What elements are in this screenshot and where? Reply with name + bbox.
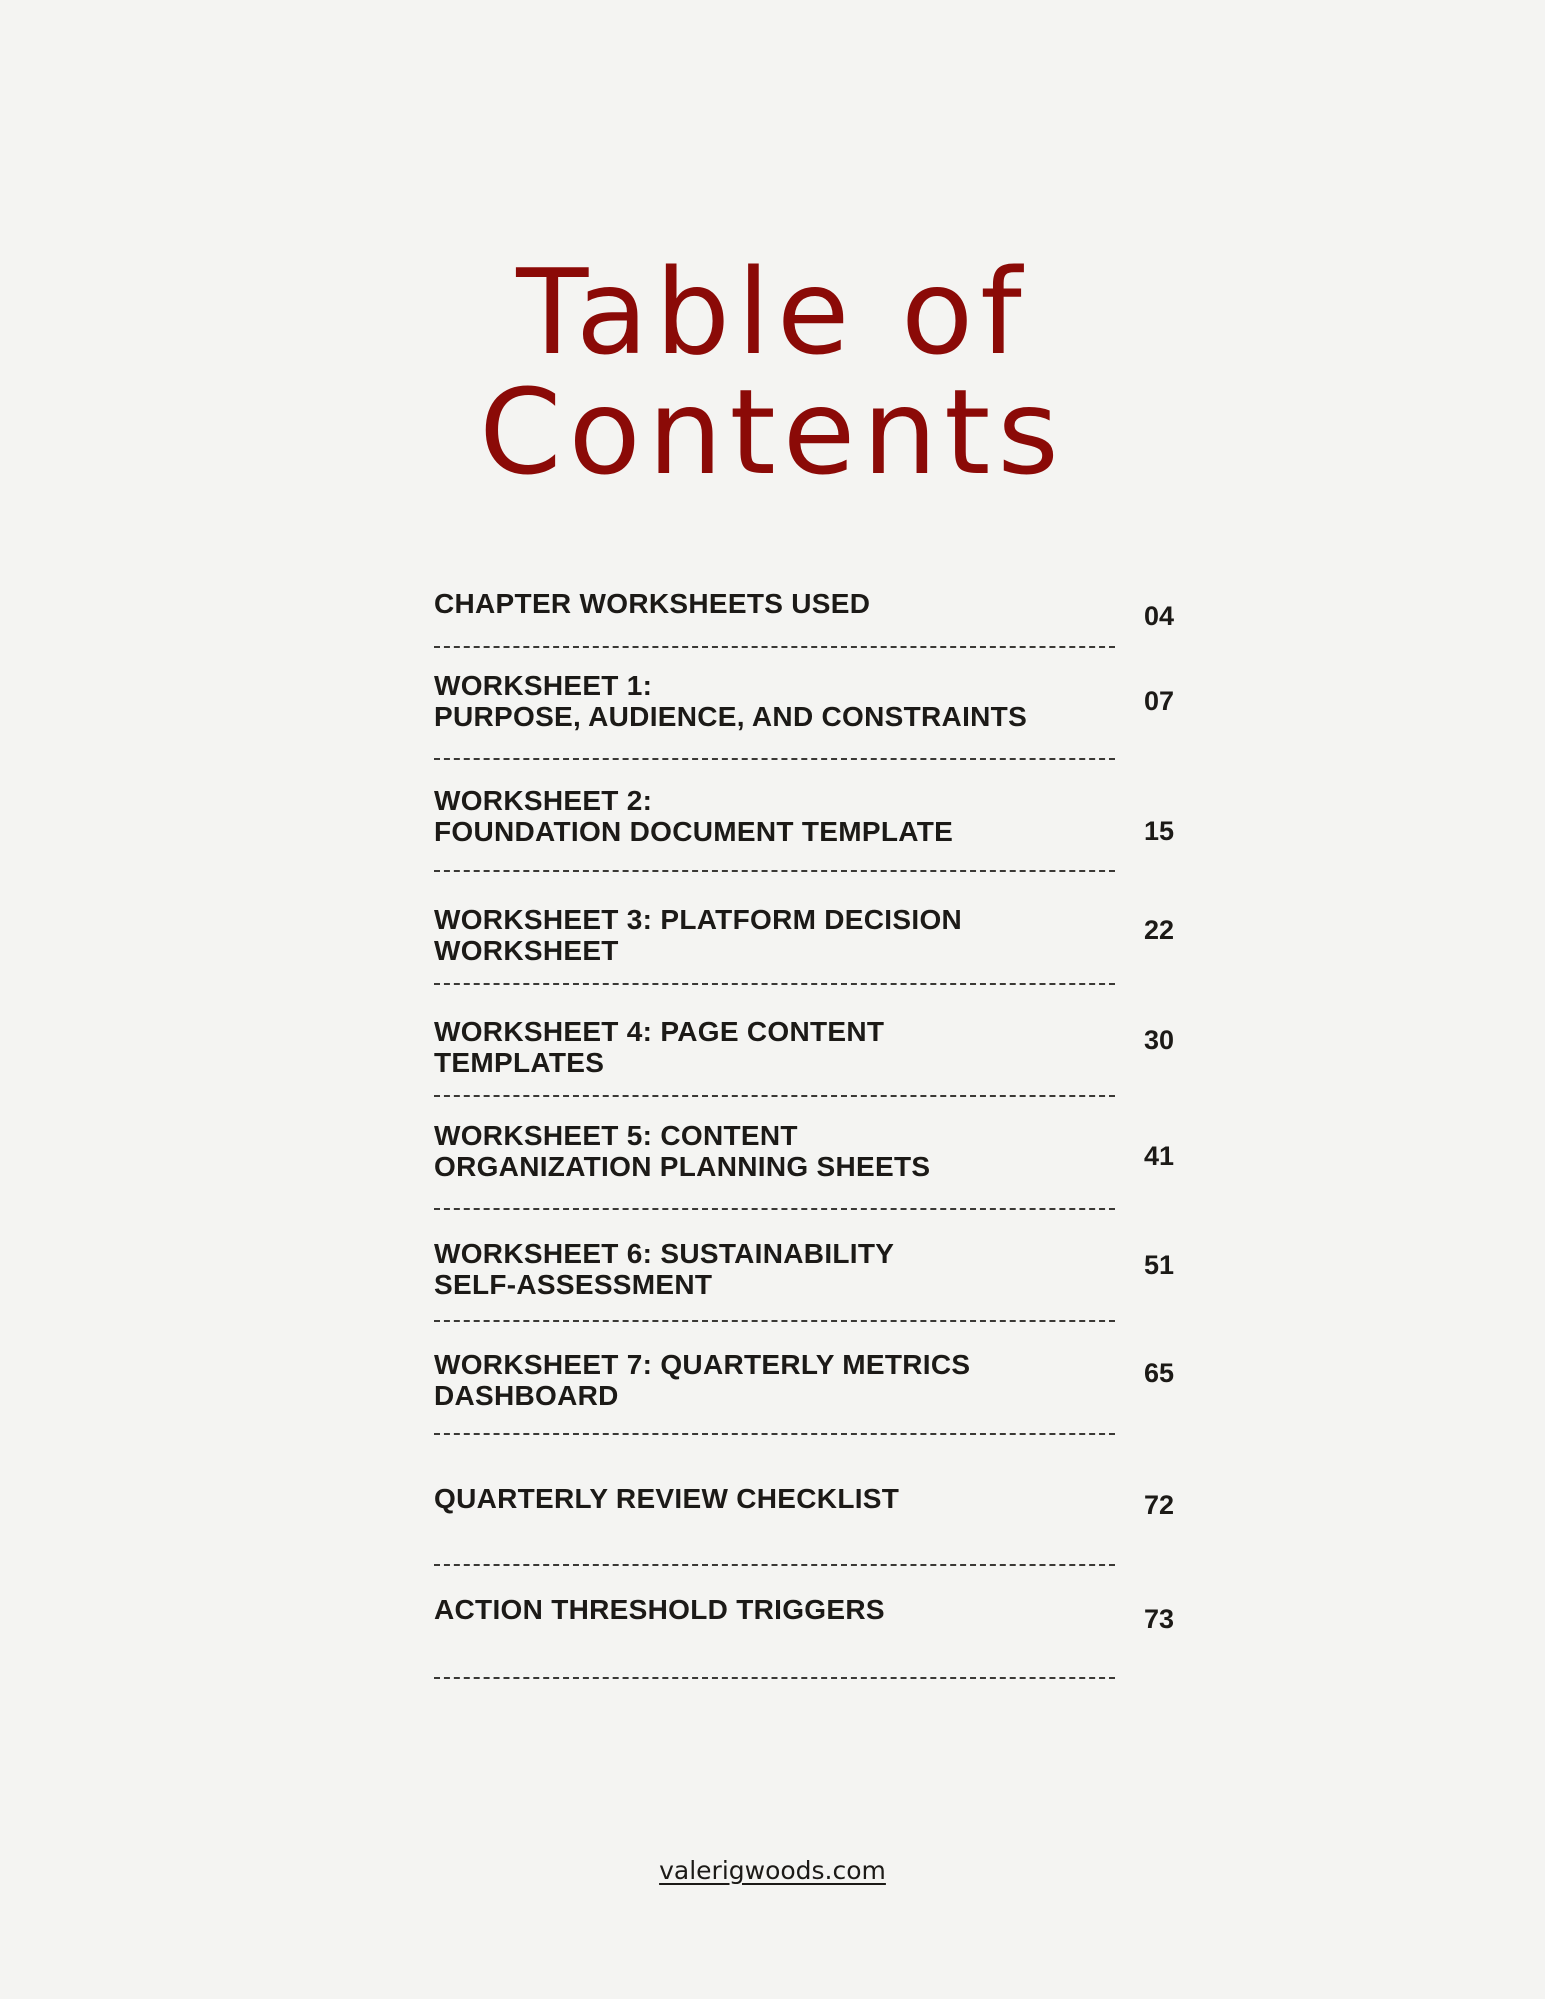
toc-entry-page: 73 — [1143, 1604, 1174, 1634]
toc-entry-title: WORKSHEET 5: CONTENT ORGANIZATION PLANNING SHEETS — [434, 1120, 931, 1182]
toc-entry-page: 04 — [1143, 601, 1174, 631]
toc-divider — [434, 1564, 1115, 1566]
title-line-2: Contents — [479, 363, 1066, 501]
toc-divider — [434, 1433, 1115, 1435]
toc-divider — [434, 1095, 1115, 1097]
toc-entry-title: WORKSHEET 6: SUSTAINABILITY SELF-ASSESSMENT — [434, 1238, 895, 1300]
toc-entry-page: 51 — [1143, 1250, 1174, 1280]
toc-divider — [434, 646, 1115, 648]
title-line-1: Table of — [516, 243, 1029, 381]
footer-website — [0, 1856, 1545, 1886]
toc-divider — [434, 758, 1115, 760]
toc-entry-title: WORKSHEET 7: QUARTERLY METRICS DASHBOARD — [434, 1349, 971, 1411]
toc-entry-page: 30 — [1143, 1025, 1174, 1055]
toc-entry-title: WORKSHEET 3: PLATFORM DECISION WORKSHEET — [434, 904, 963, 966]
toc-entry-title: WORKSHEET 1: PURPOSE, AUDIENCE, AND CONSTRAINTS — [434, 670, 1028, 732]
toc-divider — [434, 1208, 1115, 1210]
toc-divider — [434, 1320, 1115, 1322]
toc-entry-title: QUARTERLY REVIEW CHECKLIST — [434, 1483, 900, 1514]
toc-entry-page: 15 — [1143, 816, 1174, 846]
toc-entry-title: CHAPTER WORKSHEETS USED — [434, 588, 871, 619]
toc-entry-page: 41 — [1143, 1141, 1174, 1171]
toc-entry-title: WORKSHEET 2: FOUNDATION DOCUMENT TEMPLATE — [434, 785, 954, 847]
toc-entry-title: WORKSHEET 4: PAGE CONTENT TEMPLATES — [434, 1016, 885, 1078]
website-link[interactable]: valerigwoods.com — [659, 1856, 886, 1885]
toc-entry-page: 07 — [1143, 686, 1174, 716]
toc-divider — [434, 1677, 1115, 1679]
toc-divider — [434, 870, 1115, 872]
toc-entry-page: 22 — [1143, 915, 1174, 945]
table-of-contents — [434, 0, 1174, 1999]
toc-entry-page: 72 — [1143, 1490, 1174, 1520]
toc-entry-page: 65 — [1143, 1358, 1174, 1388]
toc-divider — [434, 983, 1115, 985]
toc-entry-title: ACTION THRESHOLD TRIGGERS — [434, 1594, 885, 1625]
